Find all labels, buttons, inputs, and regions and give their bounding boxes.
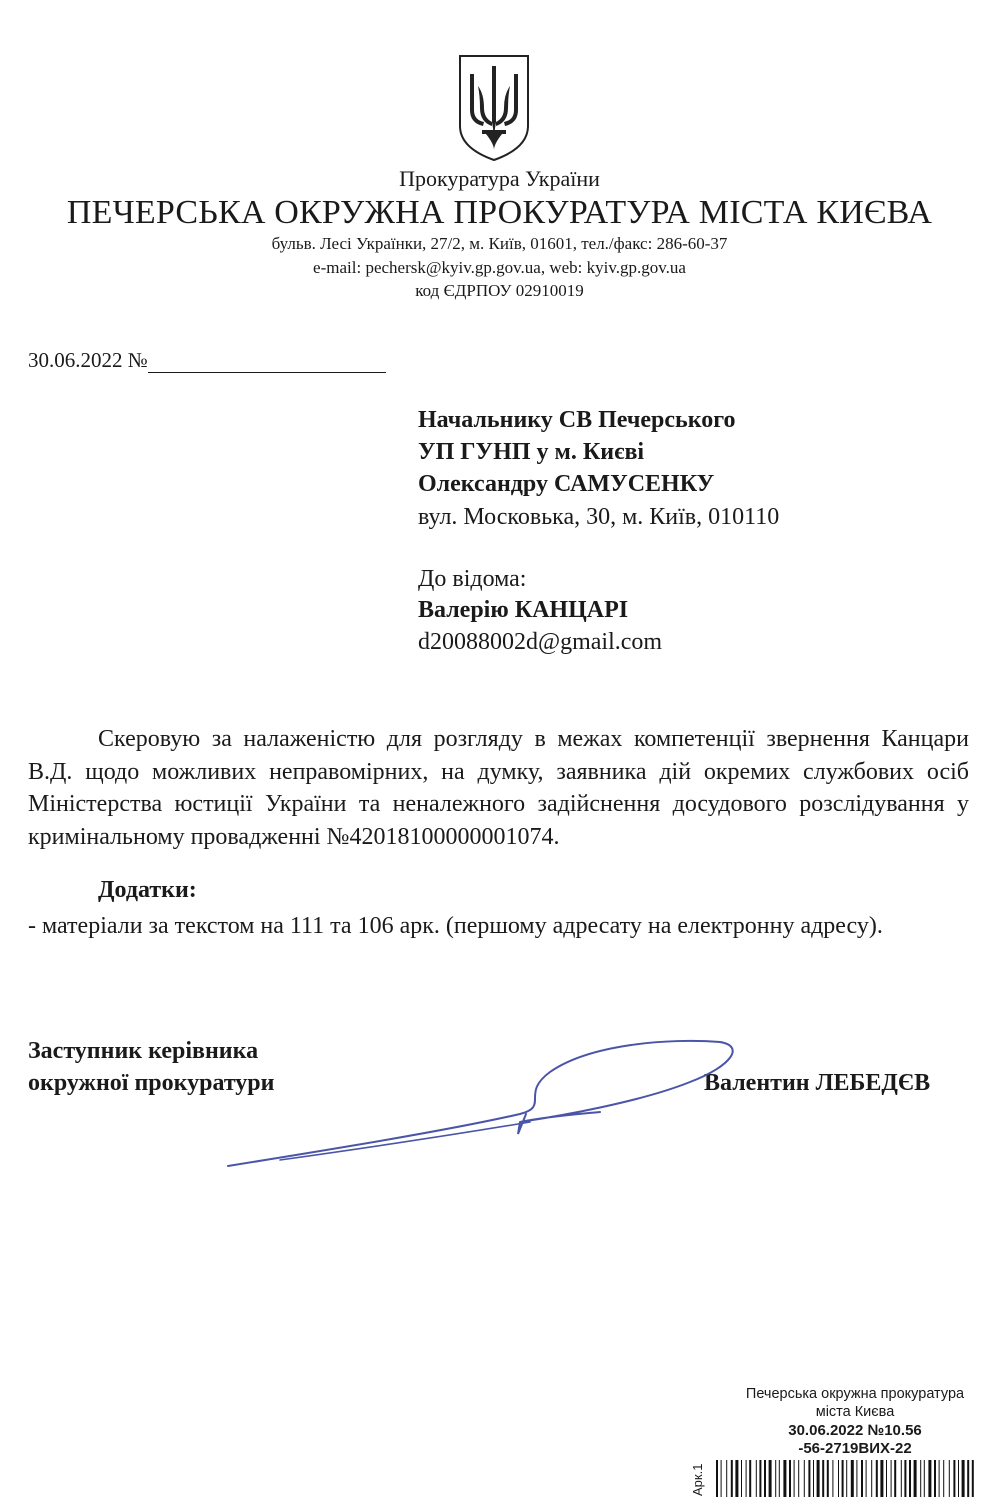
addressee-address: вул. Московька, 30, м. Київ, 010110 [418, 504, 780, 530]
barcode-bar [904, 1460, 906, 1497]
barcode-bar [962, 1460, 965, 1497]
barcode-bar [846, 1460, 847, 1497]
barcode-bar [817, 1460, 820, 1497]
attachments-text: - матеріали за текстом на 111 та 106 арк. (першому адресату на електронну адресу). [28, 913, 883, 939]
barcode-bar [716, 1460, 718, 1497]
barcode-bar [798, 1460, 799, 1497]
barcode-bar [901, 1460, 902, 1497]
barcode-bar [928, 1460, 931, 1497]
stamp-registration-line2: -56-2719ВИХ-22 [798, 1440, 912, 1457]
barcode-bar [746, 1460, 747, 1497]
barcode-bar [909, 1460, 911, 1497]
coat-of-arms-icon [456, 52, 532, 164]
document-date: 30.06.2022 № [28, 348, 148, 372]
signatory-name: Валентин ЛЕБЕДЄВ [704, 1070, 931, 1096]
office-title: ПЕЧЕРСЬКА ОКРУЖНА ПРОКУРАТУРА МІСТА КИЄВА [66, 194, 933, 231]
barcode-bar [838, 1460, 839, 1497]
barcode-bar [920, 1460, 921, 1497]
signatory-position-line2: окружної прокуратури [28, 1070, 275, 1096]
barcode-bar [958, 1460, 959, 1497]
barcode-bar [749, 1460, 751, 1497]
barcode-bar [735, 1460, 738, 1497]
barcode-bar [789, 1460, 791, 1497]
barcode-bar [741, 1460, 742, 1497]
barcode-bar [924, 1460, 925, 1497]
barcode-bar [842, 1460, 844, 1497]
barcode-bar [808, 1460, 810, 1497]
date-number-line [28, 348, 386, 373]
barcode-bar [886, 1460, 887, 1497]
handwritten-signature [220, 1030, 750, 1175]
office-code: код ЄДРПОУ 02910019 [415, 281, 584, 300]
barcode-bar [804, 1460, 805, 1497]
number-blank [148, 352, 386, 373]
cc-email: d20088002d@gmail.com [418, 629, 663, 655]
barcode-bar [967, 1460, 969, 1497]
addressee-department: УП ГУНП у м. Києві [418, 439, 645, 465]
barcode-bar [783, 1460, 786, 1497]
barcode-bar [856, 1460, 857, 1497]
barcode-bar [880, 1460, 883, 1497]
barcode-bar [939, 1460, 940, 1497]
cc-name: Валерію КАНЦАРІ [418, 597, 629, 623]
barcode-bar [934, 1460, 936, 1497]
barcode-bar [775, 1460, 776, 1497]
barcode-bar [721, 1460, 722, 1497]
barcode-bar [726, 1460, 727, 1497]
signatory-position-line1: Заступник керівника [28, 1038, 259, 1064]
barcode-bar [756, 1460, 757, 1497]
barcode-bar [813, 1460, 814, 1497]
barcode-bar [827, 1460, 829, 1497]
barcode-bar [894, 1460, 896, 1497]
body-paragraph: Скеровую за налаженістю для розгляду в межах компетенції звернення Канцари В.Д. щодо можливих неправомірних, на думку, заявника дій окремих службових осіб Міністерства юстиції України та неналежного задійснення досудового розслідування у кримінальному провадженні №42018100000001074. [28, 726, 969, 850]
barcode-icon [714, 1460, 976, 1497]
barcode-bar [914, 1460, 917, 1497]
barcode-bar [943, 1460, 944, 1497]
addressee-position: Начальнику СВ Печерського [418, 407, 736, 433]
barcode-bar [769, 1460, 772, 1497]
office-contacts: e-mail: pechersk@kyiv.gp.gov.ua, web: kyiv.gp.gov.ua [313, 258, 686, 277]
barcode-bar [949, 1460, 950, 1497]
barcode-bar [832, 1460, 833, 1497]
stamp-organization-line2: міста Києва [815, 1404, 895, 1420]
barcode-bar [871, 1460, 872, 1497]
barcode-bar [822, 1460, 824, 1497]
addressee-name: Олександру САМУСЕНКУ [418, 471, 715, 497]
barcode-bar [851, 1460, 854, 1497]
barcode-bar [876, 1460, 878, 1497]
stamp-organization-line1: Печерська окружна прокуратура [745, 1386, 965, 1402]
barcode-bar [866, 1460, 867, 1497]
barcode-bar [764, 1460, 766, 1497]
barcode-bar [759, 1460, 761, 1497]
barcode-bar [891, 1460, 892, 1497]
stamp-sheet-label: Арк.1 [690, 1463, 705, 1496]
prosecution-title: Прокуратура України [399, 166, 600, 191]
barcode-bar [779, 1460, 780, 1497]
barcode-bar [972, 1460, 974, 1497]
barcode-bar [794, 1460, 795, 1497]
barcode-bar [861, 1460, 863, 1497]
barcode-bar [953, 1460, 955, 1497]
cc-label: До відома: [418, 566, 527, 592]
office-address: бульв. Лесі Українки, 27/2, м. Київ, 01601, тел./факс: 286-60-37 [271, 234, 728, 253]
stamp-registration-line1: 30.06.2022 №10.56 [788, 1422, 922, 1439]
barcode-bar [731, 1460, 733, 1497]
attachments-label: Додатки: [98, 877, 197, 903]
